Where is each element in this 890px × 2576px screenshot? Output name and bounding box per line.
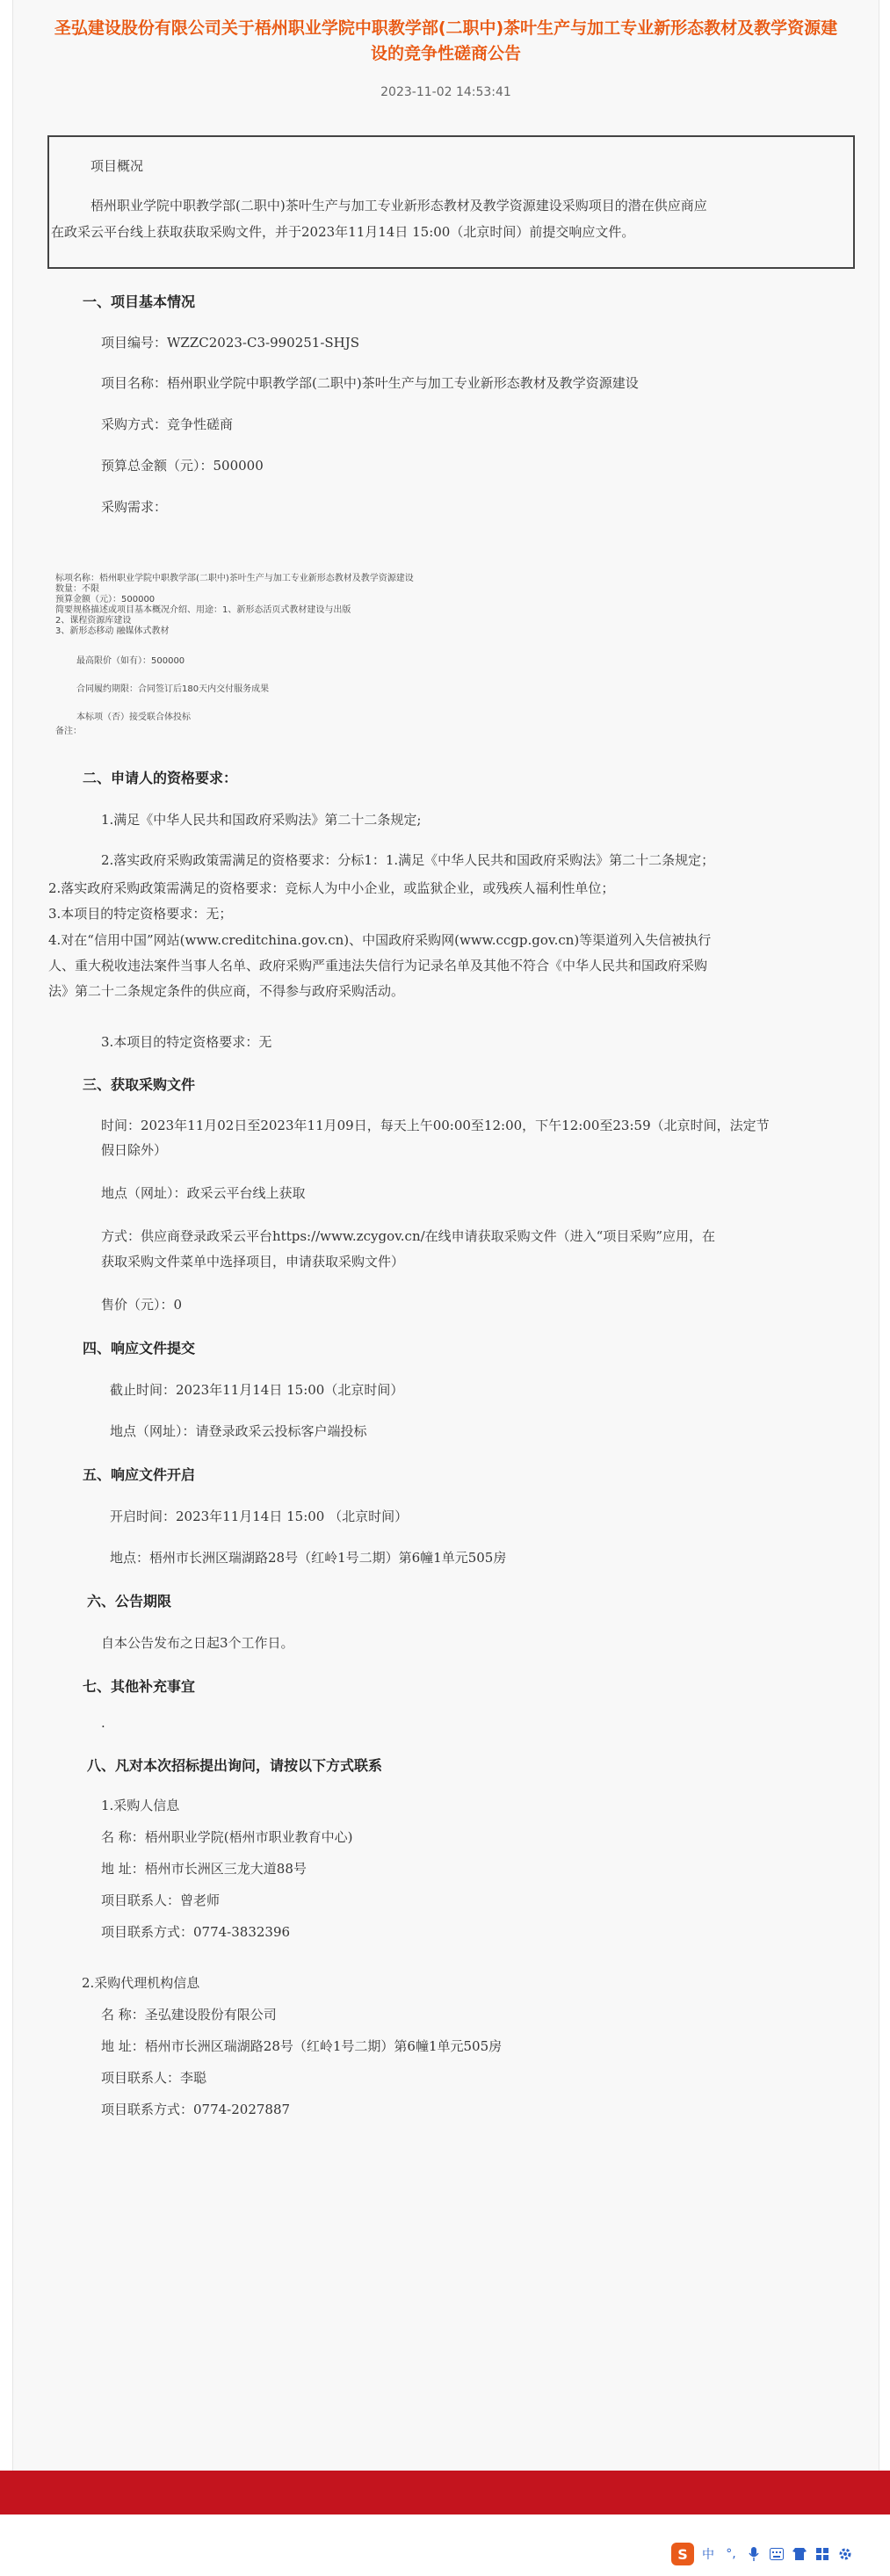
qualification-3: 2.落实政府采购政策需满足的资格要求：竞标人为中小企业，或监狱企业，或残疾人福利性单位； <box>48 880 615 896</box>
keyboard-icon[interactable] <box>768 2545 785 2563</box>
section-5-heading: 五、响应文件开启 <box>83 1466 196 1483</box>
footer-bar <box>0 2471 890 2514</box>
lot-contract-term: 合同履约期限：合同签订后180天内交付服务成果 <box>76 684 270 694</box>
qualification-5-line1: 4.对在“信用中国”网站(www.creditchina.gov.cn)、中国政府采购网(www.ccgp.gov.cn)等渠道列入失信被执行 <box>48 932 712 948</box>
overview-heading: 项目概况 <box>90 158 144 174</box>
punctuation-toggle[interactable]: °, <box>726 2547 736 2561</box>
lot-description-3: 3、新形态移动 融媒体式教材 <box>55 626 170 636</box>
section-4-heading: 四、响应文件提交 <box>83 1340 196 1357</box>
section-8-heading: 八、凡对本次招标提出询问，请按以下方式联系 <box>87 1757 383 1774</box>
lot-max-price: 最高限价（如有）：500000 <box>76 656 185 666</box>
submission-place: 地点（网址）：请登录政采云投标客户端投标 <box>110 1423 367 1439</box>
buyer-info-title: 1.采购人信息 <box>101 1798 180 1813</box>
obtain-method-line1: 方式：供应商登录政采云平台https://www.zcygov.cn/在线申请获取采购文件（进入“项目采购”应用，在 <box>101 1228 716 1244</box>
project-number: 项目编号：WZZC2023-C3-990251-SHJS <box>101 335 360 351</box>
ime-toolbar[interactable] <box>671 2541 863 2567</box>
lot-budget: 预算金额（元）：500000 <box>55 595 156 604</box>
qualification-5-line2: 人、重大税收违法案件当事人名单、政府采购严重违法失信行为记录名单及其他不符合《中华人民共和国政府采购 <box>48 958 708 973</box>
agent-phone: 项目联系方式：0774-2027887 <box>101 2102 291 2117</box>
chinese-mode-toggle[interactable]: 中 <box>702 2548 714 2562</box>
obtain-time-line2: 假日除外） <box>101 1142 168 1158</box>
project-name: 项目名称：梧州职业学院中职教学部(二职中)茶叶生产与加工专业新形态教材及教学资源建设 <box>101 375 639 391</box>
lot-remarks: 备注： <box>55 727 82 736</box>
section-7-heading: 七、其他补充事宜 <box>83 1678 196 1695</box>
opening-place: 地点：梧州市长洲区瑞湖路28号（红岭1号二期）第6幢1单元505房 <box>110 1550 507 1566</box>
obtain-method-line2: 获取采购文件菜单中选择项目，申请获取采购文件） <box>101 1254 405 1270</box>
buyer-name: 名 称：梧州职业学院(梧州市职业教育中心) <box>101 1829 353 1845</box>
obtain-time-line1: 时间：2023年11月02日至2023年11月09日，每天上午00:00至12:00，下午12:00至23:59（北京时间，法定节 <box>101 1118 770 1133</box>
qualification-1: 1.满足《中华人民共和国政府采购法》第二十二条规定; <box>101 812 422 828</box>
voice-input-icon[interactable] <box>745 2545 763 2563</box>
procurement-method: 采购方式：竞争性磋商 <box>101 416 234 432</box>
document-page <box>12 0 879 2471</box>
page-title: 圣弘建设股份有限公司关于梧州职业学院中职教学部(二职中)茶叶生产与加工专业新形态教材及教学资源建 设的竞争性磋商公告 <box>54 18 838 63</box>
section-2-heading: 二、申请人的资格要求： <box>83 770 238 786</box>
overview-box <box>47 135 855 269</box>
lot-description-2: 2、课程资源库建设 <box>55 616 132 626</box>
agent-contact: 项目联系人：李聪 <box>101 2070 207 2086</box>
budget-amount: 预算总金额（元）：500000 <box>101 458 264 474</box>
buyer-phone: 项目联系方式：0774-3832396 <box>101 1924 291 1940</box>
submission-deadline: 截止时间：2023年11月14日 15:00（北京时间） <box>110 1382 404 1398</box>
buyer-address: 地 址：梧州市长洲区三龙大道88号 <box>101 1861 307 1877</box>
qualification-6: 3.本项目的特定资格要求：无 <box>101 1034 272 1050</box>
section-6-heading: 六、公告期限 <box>87 1593 172 1610</box>
qualification-2: 2.落实政府采购政策需满足的资格要求：分标1：1.满足《中华人民共和国政府采购法》第二十二条规定； <box>101 852 715 868</box>
buyer-contact: 项目联系人：曾老师 <box>101 1892 221 1908</box>
announcement-period: 自本公告发布之日起3个工作日。 <box>101 1635 294 1651</box>
procurement-demand: 采购需求： <box>101 499 168 515</box>
agent-info-title: 2.采购代理机构信息 <box>82 1975 200 1991</box>
lot-consortium: 本标项（否）接受联合体投标 <box>76 713 191 722</box>
document-price: 售价（元）：0 <box>101 1297 183 1313</box>
sogou-logo-icon[interactable]: S <box>671 2543 694 2565</box>
section-1-heading: 一、项目基本情况 <box>83 293 196 310</box>
supplementary-text: . <box>101 1715 105 1731</box>
agent-address: 地 址：梧州市长洲区瑞湖路28号（红岭1号二期）第6幢1单元505房 <box>101 2038 503 2054</box>
overview-text-line2: 在政采云平台线上获取获取采购文件，并于2023年11月14日 15:00（北京时间）前提交响应文件。 <box>51 224 635 240</box>
overview-text-line1: 梧州职业学院中职教学部(二职中)茶叶生产与加工专业新形态教材及教学资源建设采购项目的潜在供应商应 <box>90 198 707 213</box>
agent-name: 名 称：圣弘建设股份有限公司 <box>101 2007 277 2022</box>
qualification-4: 3.本项目的特定资格要求：无； <box>48 906 233 922</box>
skin-icon[interactable] <box>791 2545 808 2563</box>
obtain-place: 地点（网址）：政采云平台线上获取 <box>101 1185 306 1201</box>
toolbox-icon[interactable] <box>814 2545 831 2563</box>
lot-quantity: 数量：不限 <box>55 584 99 594</box>
section-3-heading: 三、获取采购文件 <box>83 1076 196 1093</box>
lot-name: 标项名称：梧州职业学院中职教学部(二职中)茶叶生产与加工专业新形态教材及教学资源建设 <box>55 574 414 583</box>
qualification-5-line3: 法》第二十二条规定条件的供应商，不得参与政府采购活动。 <box>48 983 405 999</box>
publish-date: 2023-11-02 14:53:41 <box>380 85 511 99</box>
opening-time: 开启时间：2023年11月14日 15:00 （北京时间） <box>110 1509 409 1524</box>
settings-gear-icon[interactable] <box>836 2545 854 2563</box>
lot-description: 简要规格描述或项目基本概况介绍、用途：1、新形态活页式教材建设与出版 <box>55 605 351 615</box>
